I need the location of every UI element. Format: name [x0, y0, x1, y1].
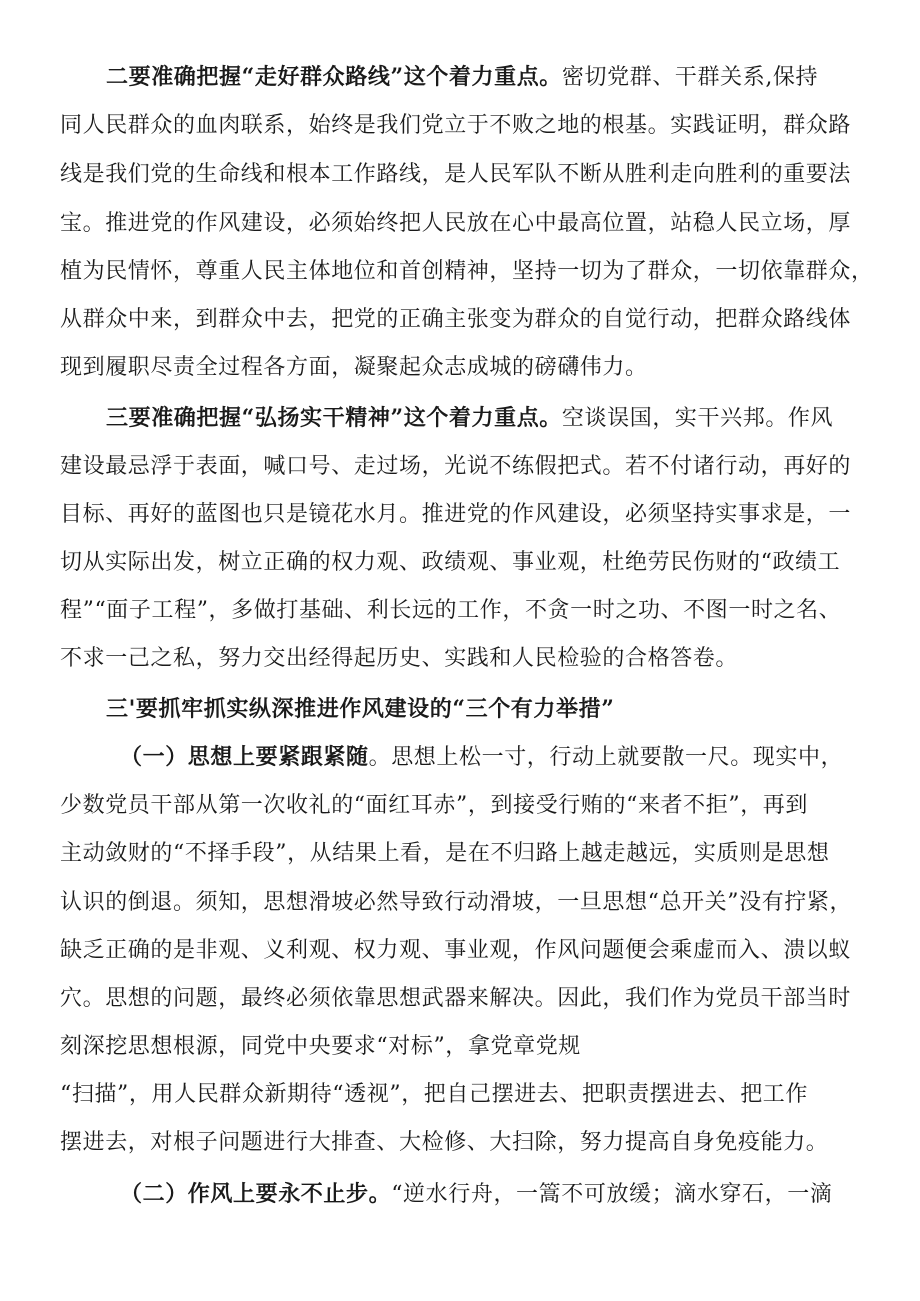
p3-line-2: 少数党员干部从第一次收礼的“面红耳赤”，到接受行贿的“来者不拒”，再到 — [60, 793, 808, 818]
p1-line-6: 从群众中来，到群众中去，把党的正确主张变为群众的自觉行动，把群众路线体 — [60, 307, 852, 332]
p3-heading: （一）思想上要紧跟紧随 — [120, 744, 369, 770]
p1-line-7: 现到履职尽责全过程各方面，凝聚起众志成城的磅礴伟力。 — [60, 355, 648, 380]
p3-line-5: 缺乏正确的是非观、义利观、权力观、事业观，作风问题便会乘虚而入、溃以蚁 — [60, 938, 852, 963]
p2-heading: 三要准确把握“弘扬实干精神”这个着力重点。 — [106, 405, 562, 431]
p3-line-8: “扫描”，用人民群众新期待“透视”，把自己摆进去、把职责摆进去、把工作 — [60, 1082, 808, 1107]
p4-line-1 — [120, 1179, 832, 1209]
p4-heading: （二）作风上要永不止步。 — [120, 1181, 392, 1207]
p3-text: 。思想上松一寸，行动上就要散一尺。现实中， — [368, 745, 844, 770]
p1-line-3: 线是我们党的生命线和根本工作路线，是人民军队不断从胜利走向胜利的重要法 — [60, 162, 852, 187]
p1-text: 密切党群、干群关系,保持 — [561, 65, 819, 90]
p1-heading: 二要准确把握“走好群众路线”这个着力重点。 — [106, 64, 562, 90]
p2-line-3: 目标、再好的蓝图也只是镜花水月。推进党的作风建设，必须坚持实事求是，一 — [60, 502, 852, 527]
section-heading: 三'要抓牢抓实纵深推进作风建设的“三个有力举措” — [106, 696, 615, 722]
p4-text: “逆水行舟，一篙不可放缓；滴水穿石，一滴 — [391, 1182, 833, 1207]
p3-line-1 — [120, 742, 843, 772]
p3-line-4: 认识的倒退。须知，思想滑坡必然导致行动滑坡，一旦思想“总开关”没有拧紧， — [60, 890, 853, 915]
p2-line-6: 不求一己之私，努力交出经得起历史、实践和人民检验的合格答卷。 — [60, 646, 739, 671]
p2-line-2: 建设最忌浮于表面，喊口号、走过场，光说不练假把式。若不付诸行动，再好的 — [60, 454, 852, 479]
p1-line-2: 同人民群众的血肉联系，始终是我们党立于不败之地的根基。实践证明，群众路 — [60, 113, 852, 138]
p3-line-6: 穴。思想的问题，最终必须依靠思想武器来解决。因此，我们作为党员干部当时 — [60, 986, 852, 1011]
p3-line-9: 摆进去，对根子问题进行大排查、大检修、大扫除，努力提高自身免疫能力。 — [60, 1130, 829, 1155]
p2-line-4: 切从实际出发，树立正确的权力观、政绩观、事业观，杜绝劳民伤财的“政绩工 — [60, 550, 841, 575]
p3-line-3: 主动敛财的“不择手段”，从结果上看，是在不归路上越走越远，实质则是思想 — [60, 841, 830, 866]
p1-line-5: 植为民情怀，尊重人民主体地位和首创精神，坚持一切为了群众，一切依靠群众， — [60, 259, 874, 284]
p1-line-1 — [106, 62, 818, 92]
p3-line-7: 刻深挖思想根源，同党中央要求“对标”，拿党章党规 — [60, 1034, 581, 1059]
p2-line-5: 程”“面子工程”，多做打基础、利长远的工作，不贪一时之功、不图一时之名、 — [60, 598, 842, 623]
p2-line-1 — [106, 403, 833, 433]
p1-line-4: 宝。推进党的作风建设，必须始终把人民放在心中最高位置，站稳人民立场，厚 — [60, 211, 852, 236]
p2-text: 空谈误国，实干兴邦。作风 — [561, 406, 834, 431]
